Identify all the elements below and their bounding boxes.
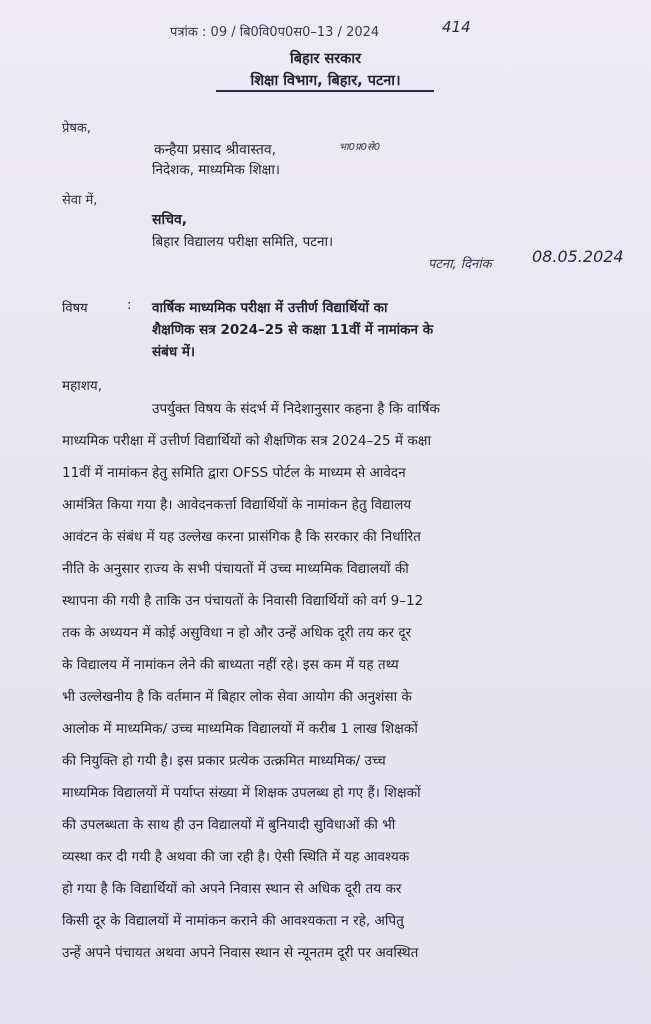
subject-line: वार्षिक माध्यमिक परीक्षा में उत्तीर्ण विद्यार्थियों का: [152, 300, 388, 316]
body-line: आलोक में माध्यमिक/ उच्च माध्यमिक विद्यालयों में करीब 1 लाख शिक्षकों: [62, 721, 418, 737]
handwritten-date: 08.05.2024: [532, 247, 624, 266]
government-heading: बिहार सरकार: [289, 51, 362, 67]
body-line: उपर्युक्त विषय के संदर्भ में निदेशानुसार कहना है कि वार्षिक: [152, 401, 440, 417]
body-line: की उपलब्धता के साथ ही उन विद्यालयों में बुनियादी सुविधाओं की भी: [62, 817, 396, 833]
body-line: आवंटन के संबंध में यह उल्लेख करना प्रासंगिक है कि सरकार की निर्धारित: [62, 529, 421, 545]
body-line: 11वीं में नामांकन हेतु समिति द्वारा OFSS पोर्टल के माध्यम से आवेदन: [62, 465, 406, 481]
sender-qualification: भा0प्र0से0: [339, 142, 381, 153]
body-line: की नियुक्ति हो गयी है। इस प्रकार प्रत्येक उत्क्रमित माध्यमिक/ उच्च: [62, 753, 386, 769]
recipient-label: सेवा में,: [62, 193, 98, 208]
body-line: भी उल्लेखनीय है कि वर्तमान में बिहार लोक सेवा आयोग की अनुशंसा के: [62, 689, 412, 705]
subject-label: विषय: [62, 301, 88, 316]
department-heading: शिक्षा विभाग, बिहार, पटना।: [250, 73, 401, 89]
sender-title: निदेशक, माध्यमिक शिक्षा।: [152, 162, 280, 178]
recipient-name: सचिव,: [152, 212, 188, 228]
body-line: किसी दूर के विद्यालयों में नामांकन कराने की आवश्यकता न रहे, अपितु: [62, 913, 404, 929]
subject-line: संबंध में।: [152, 344, 196, 360]
body-line: आमंत्रित किया गया है। आवेदनकर्त्ता विद्यार्थियों के नामांकन हेतु विद्यालय: [62, 497, 412, 513]
sender-name: कन्हैया प्रसाद श्रीवास्तव,: [154, 142, 277, 158]
body-line: के विद्यालय में नामांकन लेने की बाध्यता नहीं रहे। इस कम में यह तथ्य: [62, 657, 399, 673]
body-line: तक के अध्ययन में कोई असुविधा न हो और उन्हें अधिक दूरी तय कर दूर: [62, 625, 412, 641]
body-line: नीति के अनुसार राज्य के सभी पंचायतों में उच्च माध्यमिक विद्यालयों की: [62, 561, 409, 577]
subject-line: शैक्षणिक सत्र 2024–25 से कक्षा 11वीं में नामांकन के: [152, 322, 434, 338]
reference-number: पत्रांक : 09 / बि0वि0प0स0–13 / 2024: [170, 25, 380, 40]
body-line: उन्हें अपने पंचायत अथवा अपने निवास स्थान से न्यूनतम दूरी पर अवस्थित: [62, 945, 419, 961]
salutation: महाशय,: [62, 378, 103, 394]
recipient-organization: बिहार विद्यालय परीक्षा समिति, पटना।: [152, 234, 334, 250]
department-underline: [216, 90, 434, 92]
subject-colon: :: [127, 298, 132, 313]
body-line: माध्यमिक परीक्षा में उत्तीर्ण विद्यार्थियों को शैक्षणिक सत्र 2024–25 में कक्षा: [62, 433, 432, 449]
body-line: व्यस्था कर दी गयी है अथवा की जा रही है। ऐसी स्थिति में यह आवश्यक: [62, 849, 410, 865]
place-date-label: पटना, दिनांक: [428, 257, 492, 272]
body-line: माध्यमिक विद्यालयों में पर्याप्त संख्या में शिक्षक उपलब्ध हो गए हैं। शिक्षकों: [62, 785, 421, 801]
reference-handwritten-number: 414: [442, 18, 471, 36]
body-line: हो गया है कि विद्यार्थियों को अपने निवास स्थान से अधिक दूरी तय कर: [62, 881, 402, 897]
sender-label: प्रेषक,: [62, 121, 92, 136]
body-line: स्थापना की गयी है ताकि उन पंचायतों के निवासी विद्यार्थियों को वर्ग 9–12: [62, 593, 424, 609]
